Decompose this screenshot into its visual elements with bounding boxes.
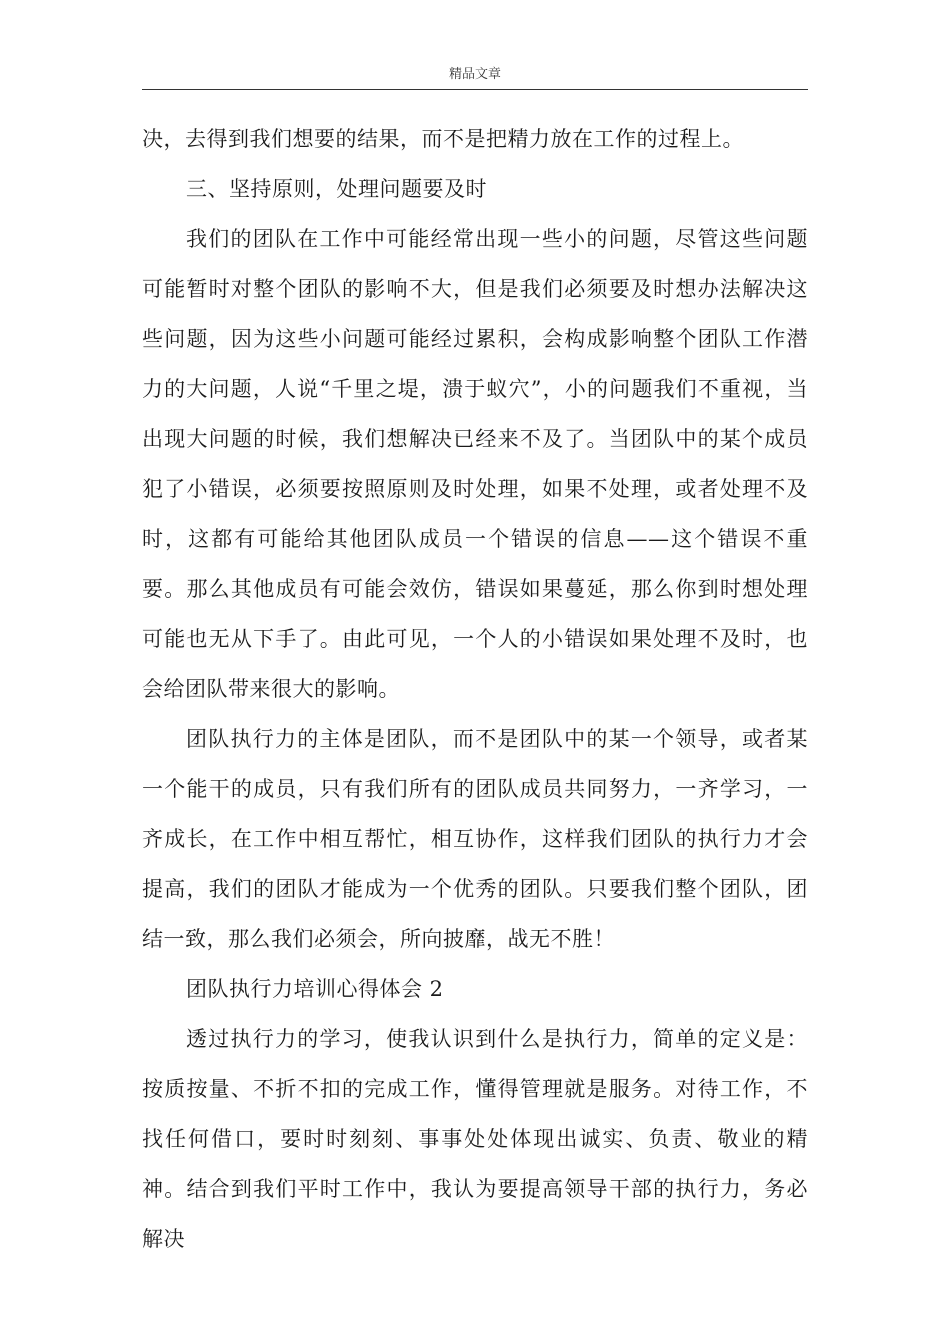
paragraph: 透过执行力的学习，使我认识到什么是执行力，简单的定义是：按质按量、不折不扣的完成工作，懂得管理就是服务。对待工作，不找任何借口，要时时刻刻、事事处处体现出诚实、负责、敬业的精神。结合到我们平时工作中，我认为要提高领导干部的执行力，务必解决 [142,1027,808,1251]
paragraph: 团队执行力的主体是团队，而不是团队中的某一个领导，或者某一个能干的成员，只有我们所有的团队成员共同努力，一齐学习，一齐成长，在工作中相互帮忙，相互协作，这样我们团队的执行力才会提高，我们的团队才能成为一个优秀的团队。只要我们整个团队，团结一致，那么我们必须会，所向披靡，战无不胜！ [142,727,808,951]
article-subtitle: 团队执行力培训心得体会 2 [186,977,444,1001]
paragraph: 决，去得到我们想要的结果，而不是把精力放在工作的过程上。 [142,127,744,151]
header-divider [142,89,808,90]
paragraph: 我们的团队在工作中可能经常出现一些小的问题，尽管这些问题可能暂时对整个团队的影响不大，但是我们必须要及时想办法解决这些问题，因为这些小问题可能经过累积，会构成影响整个团队工作潜力的大问题，人说“千里之堤，溃于蚁穴”，小的问题我们不重视，当出现大问题的时候，我们想解决已经来不及了。当团队中的某个成员犯了小错误，必须要按照原则及时处理，如果不处理，或者处理不及时，这都有可能给其他团队成员一个错误的信息——这个错误不重要。那么其他成员有可能会效仿，错误如果蔓延，那么你到时想处理可能也无从下手了。由此可见，一个人的小错误如果处理不及时，也会给团队带来很大的影响。 [142,227,808,701]
page-header: 精品文章 [448,67,501,82]
document-body [142,114,808,1264]
section-heading: 三、坚持原则，处理问题要及时 [186,177,487,201]
